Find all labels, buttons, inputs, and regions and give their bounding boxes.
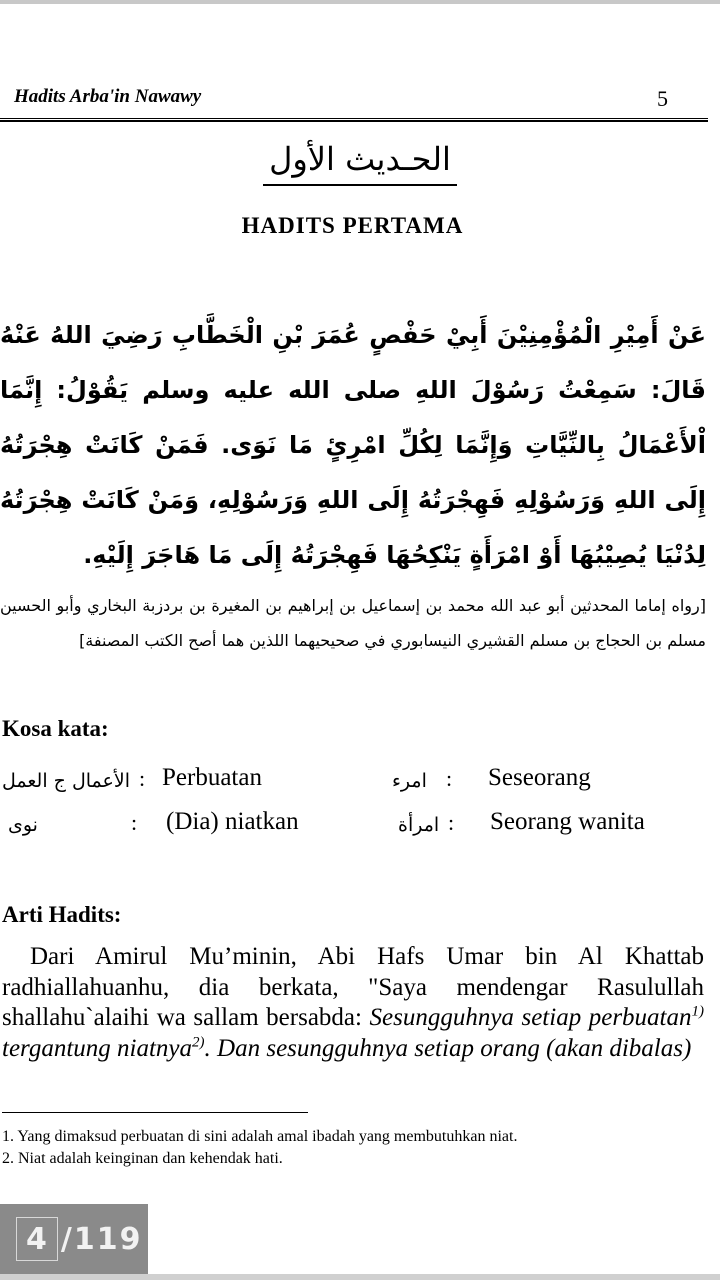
- vocab-colon: :: [139, 766, 146, 791]
- vocab-arabic: الأعمال ج العمل: [2, 770, 130, 792]
- total-pages: /119: [60, 1222, 143, 1257]
- footnotes: [2, 1126, 702, 1170]
- vocab-colon: :: [131, 810, 138, 835]
- vocab-colon: :: [448, 810, 455, 835]
- vocab-colon: :: [446, 766, 453, 791]
- page-indicator[interactable]: [0, 1204, 148, 1276]
- running-header: [0, 82, 720, 122]
- vocab-arabic: نوى: [8, 814, 38, 836]
- footnote-ref[interactable]: 2): [192, 1034, 205, 1051]
- vocab-meaning: Perbuatan: [162, 764, 262, 791]
- vocab-meaning: (Dia) niatkan: [166, 808, 299, 835]
- vocab-row: [0, 808, 720, 848]
- vocab-arabic: امرأة: [398, 814, 440, 836]
- arabic-chapter-title: [0, 140, 720, 178]
- arti-italic-text: tergantung niatnya: [2, 1034, 193, 1062]
- arabic-chapter-title-text: الحـديث الأول: [263, 140, 457, 186]
- vocab-meaning: Seorang wanita: [490, 808, 645, 835]
- current-page: 4: [26, 1222, 49, 1257]
- footnote-rule: [2, 1112, 308, 1113]
- vocab-heading: Kosa kata:: [2, 716, 109, 741]
- footnote-item: 1. Yang dimaksud perbuatan di sini adalah amal ibadah yang membutuhkan niat.: [2, 1128, 518, 1145]
- top-border: [0, 0, 720, 4]
- narration-arabic-text: [رواه إماما المحدثين أبو عبد الله محمد بن إسماعيل بن إبراهيم بن المغيرة بن بردزبة البخاري وأبو الحسين مسلم بن الحجاج بن مسلم القشيري النيسابوري في صحيحيهما اللذين هما أصح الكتب المصنفة]: [0, 596, 706, 650]
- bottom-border: [0, 1274, 720, 1280]
- chapter-title: HADITS PERTAMA: [241, 213, 464, 238]
- vocab-row: [0, 764, 720, 804]
- page-indicator-text: [26, 1222, 142, 1257]
- arti-heading: Arti Hadits:: [2, 902, 122, 927]
- header-rule: [0, 118, 708, 122]
- arti-italic-text: Sesungguhnya setiap perbuatan: [369, 1004, 692, 1031]
- page-number: 5: [657, 86, 668, 111]
- arti-text: Dari Amirul Mu’minin, Abi Hafs Umar bin Al Khattab radhiallahuanhu, dia berkata, "Saya mendengar Rasulullah shallahu`alaihi wa sallam bersabda:: [2, 943, 704, 1031]
- vocab-arabic: امرء: [392, 770, 427, 792]
- footnote-item: 2. Niat adalah keinginan dan kehendak hati.: [2, 1150, 283, 1167]
- footnote-ref[interactable]: 1): [691, 1003, 704, 1020]
- book-title: Hadits Arba'in Nawawy: [14, 86, 202, 107]
- arti-paragraph: [2, 942, 704, 1064]
- vocab-meaning: Seseorang: [488, 764, 591, 791]
- arti-italic-text: . Dan sesungguhnya setiap orang (akan dibalas): [204, 1034, 692, 1062]
- hadith-arabic-text: عَنْ أَمِيْرِ الْمُؤْمِنِيْنَ أَبِيْ حَفْصٍ عُمَرَ بْنِ الْخَطَّابِ رَضِيَ اللهُ عَنْهُ قَالَ: سَمِعْتُ رَسُوْلَ اللهِ صلى الله عليه وسلم يَقُوْلُ: إِنَّمَا اْلأَعْمَالُ بِالنِّيَّاتِ وَإِنَّمَا لِكُلِّ امْرِئٍ مَا نَوَى. فَمَنْ كَانَتْ هِجْرَتُهُ إِلَى اللهِ وَرَسُوْلِهِ فَهِجْرَتُهُ إِلَى اللهِ وَرَسُوْلِهِ، وَمَنْ كَانَتْ هِجْرَتُهُ لِدُنْيَا يُصِيْبُهَا أَوْ امْرَأَةٍ يَنْكِحُهَا فَهِجْرَتُهُ إِلَى مَا هَاجَرَ إِلَيْهِ.: [0, 321, 706, 569]
